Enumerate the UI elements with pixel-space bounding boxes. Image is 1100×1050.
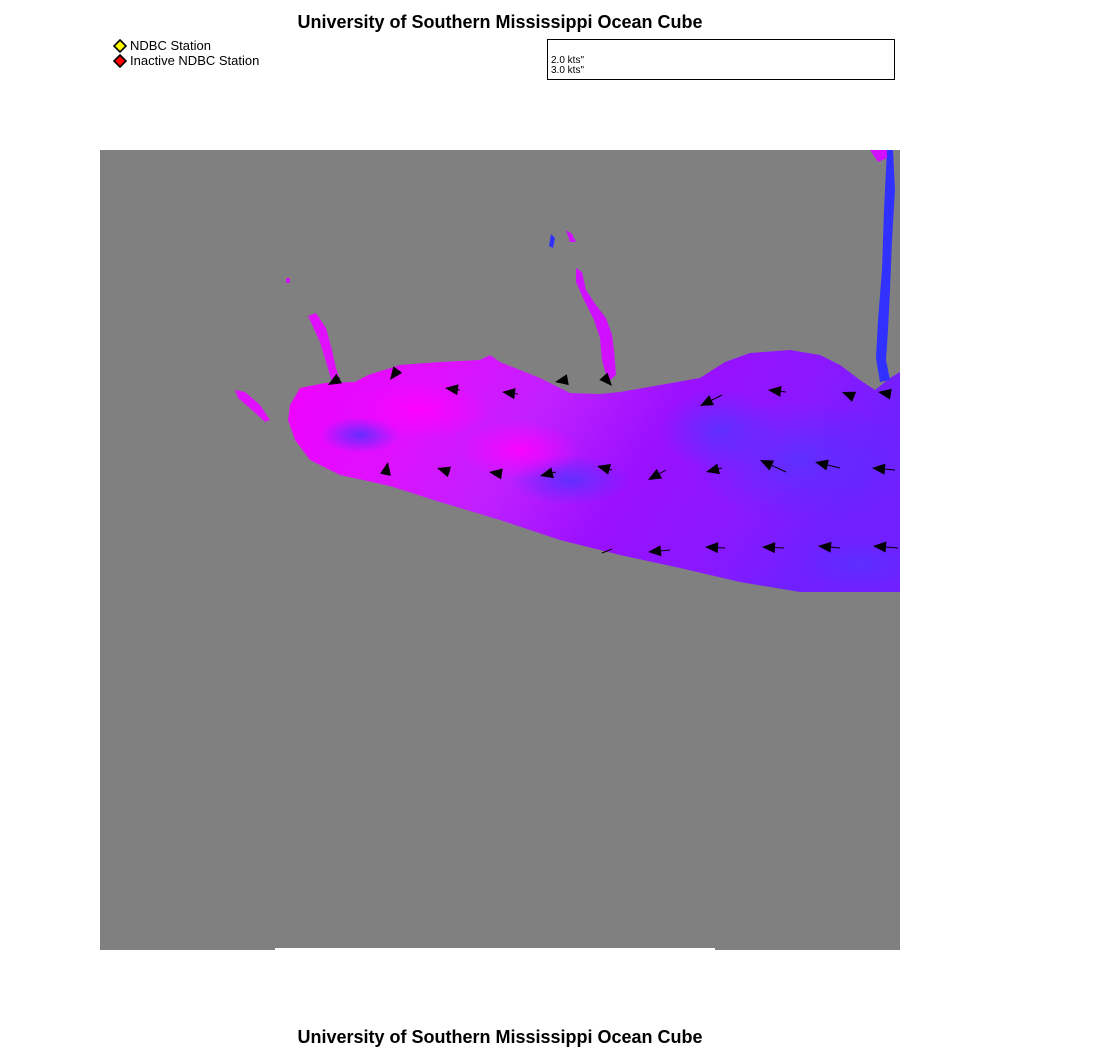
legend (113, 38, 259, 68)
water-speck (286, 278, 290, 283)
current-map[interactable] (100, 150, 900, 950)
legend-label: Inactive NDBC Station (130, 53, 260, 68)
map-canvas (100, 150, 900, 950)
legend-item-ndbc-station (113, 38, 259, 53)
map-title-top: University of Southern Mississippi Ocean Cube (297, 12, 703, 32)
legend-label: NDBC Station (130, 38, 211, 53)
scale-label-2kts: 2.0 kts" (551, 55, 585, 66)
red-diamond-icon (113, 54, 127, 68)
water-patch (350, 380, 490, 440)
legend-item-inactive-ndbc-station (113, 53, 259, 68)
map-title-bottom: University of Southern Mississippi Ocean Cube (297, 1027, 703, 1047)
scale-label-3kts: 3.0 kts" (551, 65, 585, 76)
map-bottom-strip (275, 948, 715, 950)
yellow-diamond-icon (113, 39, 127, 53)
water-patch (460, 420, 580, 480)
water-patch (690, 400, 900, 520)
current-scale-box (547, 39, 895, 80)
